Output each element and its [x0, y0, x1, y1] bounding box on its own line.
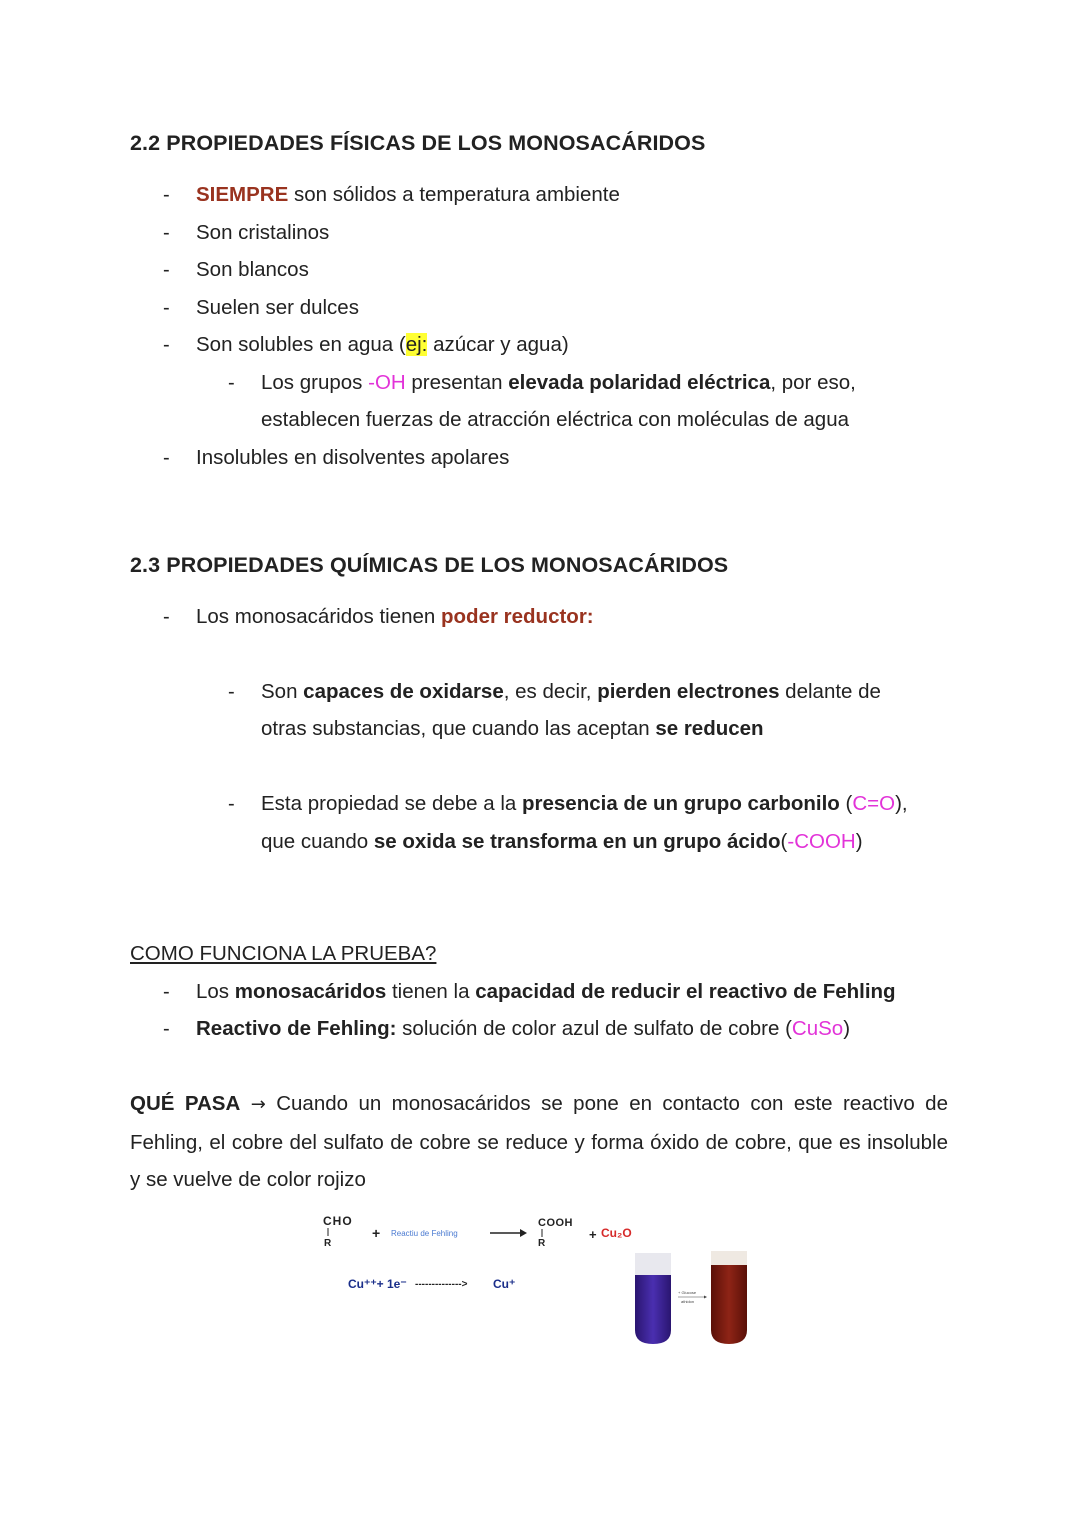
sub-bullet-text: otras substancias, que cuando las aceptan [261, 717, 656, 740]
product-r: R [538, 1238, 546, 1249]
sub-bullet-text: ( [839, 792, 853, 815]
formula-cuso: CuSo [791, 1017, 844, 1040]
tube-label-top: + Glucose [678, 1290, 697, 1295]
bullet-dash: - [163, 981, 170, 1003]
bold-monosacaridos: monosacáridos [234, 980, 387, 1003]
group-cooh: -COOH [787, 830, 856, 853]
bullet-reactivo-fehling [196, 1017, 850, 1041]
bold-se-reducen: se reducen [655, 717, 764, 740]
test-heading: COMO FUNCIONA LA PRUEBA? [130, 942, 437, 965]
sub-bullet-dash: - [228, 681, 235, 703]
sub-bullet-text: que cuando [261, 830, 374, 853]
bullet-text: ) [843, 1017, 851, 1040]
sub-bullet-text: , por eso, [770, 371, 856, 394]
bullet-insolubles: Insolubles en disolventes apolares [196, 446, 510, 469]
bold-reactivo-fehling: Reactivo de Fehling: [196, 1017, 397, 1040]
sub-bullet-dash: - [228, 793, 235, 815]
tube-arrowhead-icon [704, 1296, 707, 1299]
sub-bullet-oxidarse-line2 [261, 717, 764, 741]
reagent-label: Reactiu de Fehling [391, 1229, 458, 1238]
redox-arrow: --------------> [415, 1279, 468, 1290]
que-pasa-text: Cuando un monosacáridos se pone en contacto con este reactivo de Fehling, el cobre del sulfato de cobre se reduce y forma óxido de cobre, que es insoluble y se vuelve de color rojizo [130, 1092, 948, 1191]
sub-bullet-dash: - [228, 372, 235, 394]
sub-bullet-carbonilo-line2 [261, 830, 863, 854]
bullet-blancos: Son blancos [196, 258, 309, 281]
bullet-text: Los monosacáridos tienen [196, 605, 442, 628]
bullet-text: son sólidos a temperatura ambiente [288, 183, 620, 206]
emphasis-poder-reductor: poder reductor: [441, 605, 594, 628]
bullet-text: Son solubles en agua ( [196, 333, 406, 356]
que-pasa-label: QUÉ PASA [130, 1092, 241, 1115]
sub-bullet-text: Son [261, 680, 304, 703]
sub-bullet-text: presentan [405, 371, 509, 394]
bold-capacidad-fehling: capacidad de reducir el reactivo de Fehling [475, 980, 896, 1003]
reactant-cho: CHO [323, 1214, 353, 1228]
sub-bullet-polaridad [261, 371, 856, 395]
bullet-dash: - [163, 297, 170, 319]
right-arrow-icon: → [250, 1094, 266, 1115]
sub-bullet-oxidarse [261, 680, 881, 704]
bold-pierden-electrones: pierden electrones [597, 680, 780, 703]
bullet-dash: - [163, 447, 170, 469]
bullet-solid [196, 183, 620, 207]
que-pasa-paragraph [130, 1085, 948, 1199]
bullet-dash: - [163, 606, 170, 628]
plus-sign: + [372, 1225, 381, 1241]
bullet-dash: - [163, 1018, 170, 1040]
emphasis-siempre: SIEMPRE [196, 183, 289, 206]
bullet-poder-reductor [196, 605, 594, 629]
reactant-r: R [324, 1238, 332, 1249]
bullet-text: tienen la [386, 980, 476, 1003]
bullet-capacidad-reducir [196, 980, 896, 1004]
sub-bullet-text: delante de [779, 680, 881, 703]
bullet-dash: - [163, 222, 170, 244]
sub-bullet-text: Los grupos [261, 371, 369, 394]
section-heading-chemical: 2.3 PROPIEDADES QUÍMICAS DE LOS MONOSACÁRIDOS [130, 553, 729, 577]
bullet-dash: - [163, 259, 170, 281]
sub-bullet-text: , es decir, [503, 680, 598, 703]
bold-grupo-acido: se oxida se transforma en un grupo ácido [373, 830, 781, 853]
sub-bullet-carbonilo [261, 792, 908, 816]
sub-bullet-line2: establecen fuerzas de atracción eléctrica con moléculas de agua [261, 408, 850, 431]
sub-bullet-text: ), [895, 792, 908, 815]
red-test-tube-icon [711, 1251, 747, 1344]
highlighted-ej: ej: [405, 333, 428, 356]
plus-cu2o-sign: + [589, 1227, 597, 1242]
product-cooh: COOH [538, 1217, 573, 1229]
bullet-dulces: Suelen ser dulces [196, 296, 359, 319]
bold-polaridad: elevada polaridad eléctrica [508, 371, 771, 394]
bullet-text: Los [196, 980, 235, 1003]
bullet-dash: - [163, 184, 170, 206]
bold-grupo-carbonilo: presencia de un grupo carbonilo [522, 792, 840, 815]
bullet-dash: - [163, 334, 170, 356]
cu2o-formula: Cu₂O [601, 1226, 632, 1240]
reaction-figure [300, 1205, 780, 1355]
sub-bullet-text: ) [855, 830, 863, 853]
sub-bullet-text: ( [780, 830, 788, 853]
sub-bullet-text: Esta propiedad se debe a la [261, 792, 522, 815]
group-co: C=O [852, 792, 896, 815]
reaction-arrowhead-icon [520, 1229, 527, 1237]
bullet-solubles [196, 333, 569, 357]
group-oh: -OH [368, 371, 406, 394]
bullet-text: solución de color azul de sulfato de cobre ( [396, 1017, 792, 1040]
blue-test-tube-icon [635, 1253, 671, 1344]
redox-right: Cu⁺ [493, 1277, 516, 1291]
redox-left: Cu⁺⁺+ 1e⁻ [348, 1277, 407, 1291]
bullet-cristalinos: Son cristalinos [196, 221, 330, 244]
bullet-text: azúcar y agua) [427, 333, 569, 356]
tube-label-bottom: athidon [681, 1299, 695, 1304]
section-heading-physical: 2.2 PROPIEDADES FÍSICAS DE LOS MONOSACÁRIDOS [130, 131, 706, 155]
bold-capaces-oxidarse: capaces de oxidarse [303, 680, 504, 703]
